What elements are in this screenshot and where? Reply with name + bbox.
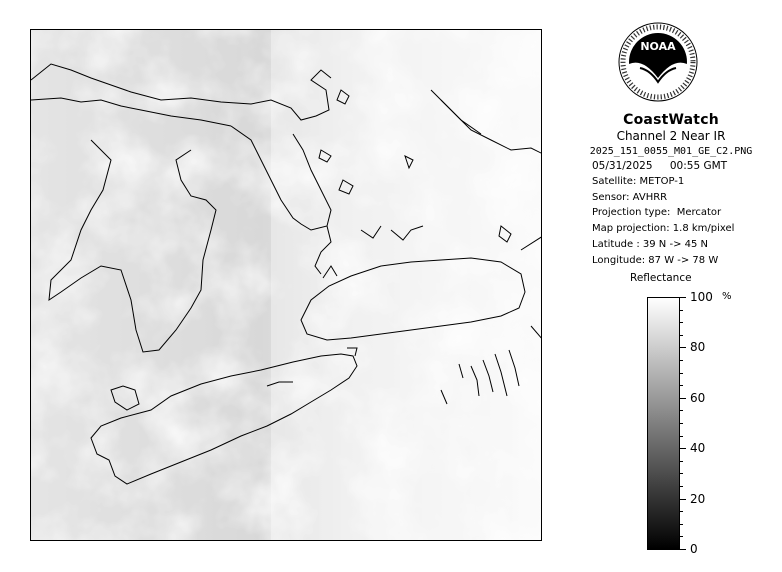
colorbar-tick-mark (680, 549, 686, 550)
noaa-logo-text: NOAA (640, 40, 676, 53)
colorbar-tick-label: 60 (690, 391, 706, 405)
colorbar-ticks (680, 290, 740, 556)
colorbar-tick-mark (680, 347, 686, 348)
metadata-sensor: Sensor: AVHRR (592, 191, 668, 203)
satellite-image-map (30, 29, 542, 541)
metadata-latitude: Latitude : 39 N -> 45 N (592, 238, 709, 250)
reflectance-colorbar (647, 297, 680, 550)
colorbar-tick-label: 20 (690, 492, 706, 506)
colorbar-tick-mark (680, 499, 686, 500)
colorbar-tick-label: 100 (690, 290, 713, 304)
colorbar-tick-label: 40 (690, 441, 706, 455)
metadata-list (560, 174, 782, 268)
acquisition-time: 00:55 GMT (669, 160, 728, 172)
channel-subtitle: Channel 2 Near IR (616, 129, 726, 143)
acquisition-datetime (560, 160, 782, 172)
metadata-map-projection: Map projection: 1.8 km/pixel (592, 223, 735, 235)
scale-title: Reflectance (630, 272, 692, 284)
metadata-projection-type: Projection type: Mercator (592, 207, 722, 219)
colorbar-tick-mark (680, 398, 686, 399)
image-filename: 2025_151_0055_M01_GE_C2.PNG (589, 146, 753, 157)
noaa-logo (618, 20, 698, 108)
colorbar-tick-mark (680, 448, 686, 449)
colorbar-tick-label: 80 (690, 340, 706, 354)
info-panel (560, 112, 782, 268)
acquisition-date: 05/31/2025 (592, 160, 653, 172)
map-canvas (31, 30, 542, 541)
colorbar-tick-label: 0 (690, 542, 698, 556)
metadata-longitude: Longitude: 87 W -> 78 W (592, 254, 719, 266)
metadata-satellite: Satellite: METOP-1 (592, 176, 685, 187)
colorbar-tick-mark (680, 297, 686, 298)
scale-unit: % (722, 291, 732, 302)
brand-title: CoastWatch (623, 112, 719, 128)
